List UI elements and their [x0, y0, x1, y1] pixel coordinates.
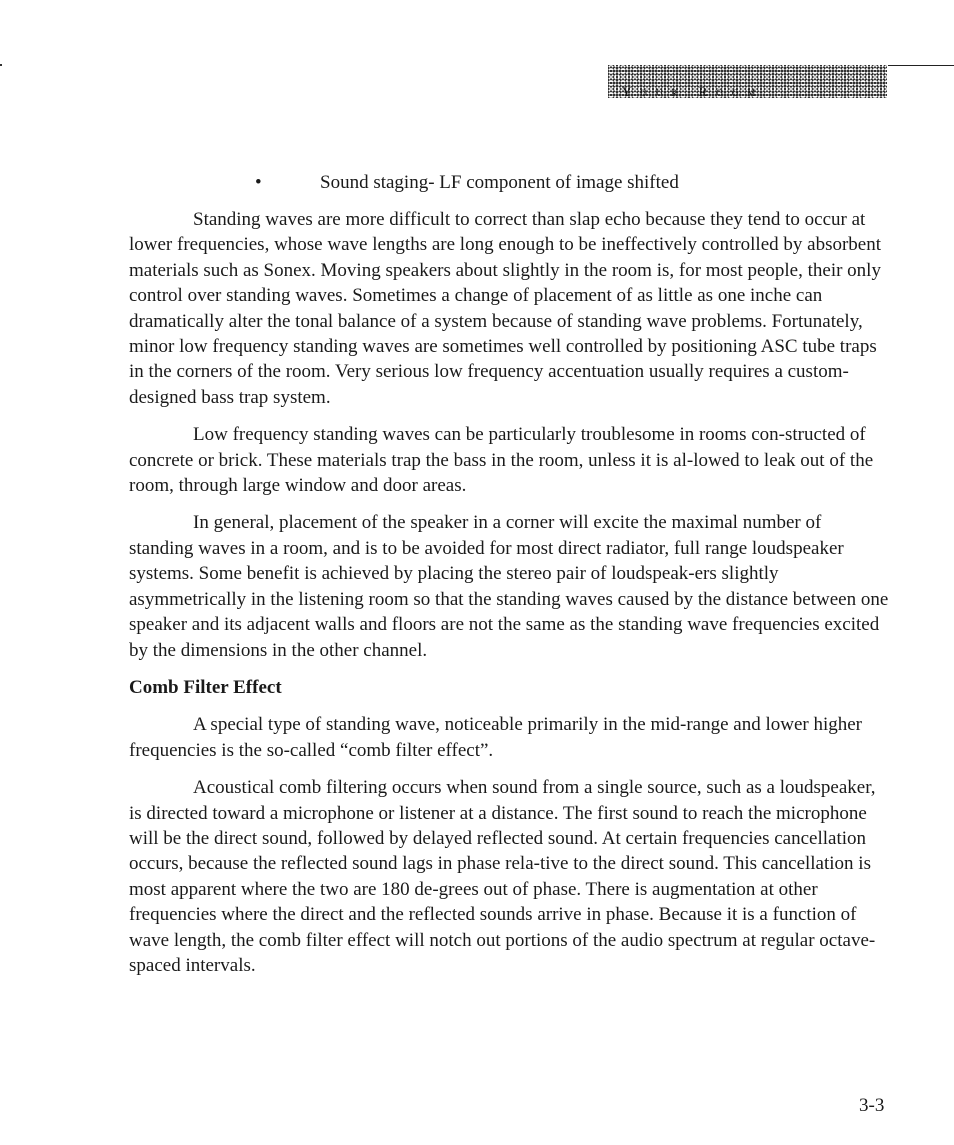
paragraph-speaker-placement: In general, placement of the speaker in a corner will excite the maximal number of standing waves in a room, and is to be avoided for most direct radiator, full range loudspeaker systems. Some benefit is achieved by placing the stereo pair of loudspeak-ers slightly asymmetrically in the listening room so that the standing waves caused by the distance between one speaker and its adjacent walls and floors are not the same as the standing wave frequencies excited by the dimensions in the other channel. — [129, 512, 889, 661]
page-body — [129, 170, 889, 990]
bullet-item — [129, 170, 889, 195]
paragraph-concrete-rooms: Low frequency standing waves can be particularly troublesome in rooms con-structed of concrete or brick. These materials trap the bass in the room, unless it is al-lowed to leak out of the room, through large window and door areas. — [129, 424, 874, 497]
corner-mark — [0, 64, 2, 66]
section-heading: Comb Filter Effect — [129, 676, 282, 698]
bullet-icon: • — [255, 172, 262, 193]
paragraph-comb-intro: A special type of standing wave, noticeable primarily in the mid-range and lower higher frequencies is the so-called “comb filter effect”. — [129, 714, 863, 761]
running-header-title: Your Room — [622, 84, 765, 99]
page-number: 3-3 — [859, 1095, 885, 1116]
header-rule — [888, 65, 954, 66]
bullet-text: Sound staging- LF component of image shifted — [320, 172, 679, 193]
paragraph-standing-waves: Standing waves are more difficult to correct than slap echo because they tend to occur at lower frequencies, whose wave lengths are long enough to be ineffectively controlled by absorbent materials such as Sonex. Moving speakers about slightly in the room is, for most people, their only control over standing waves. Sometimes a change of placement of as little as one inche can dramatically alter the tonal balance of a system because of standing wave problems. Fortunately, minor low frequency standing waves are sometimes well controlled by positioning ASC tube traps in the corners of the room. Very serious low frequency accentuation usually requires a custom-designed bass trap system. — [129, 209, 882, 408]
paragraph-comb-detail: Acoustical comb filtering occurs when sound from a single source, such as a loudspeaker, is directed toward a microphone or listener at a distance. The first sound to reach the microphone will be the direct sound, followed by delayed reflected sound. At certain frequencies cancellation occurs, because the reflected sound lags in phase rela-tive to the direct sound. This cancellation is most apparent where the two are 180 de-grees out of phase. There is augmentation at other frequencies where the direct and the reflected sounds arrive in phase. Because it is a function of wave length, the comb filter effect will notch out portions of the audio spectrum at regular octave-spaced intervals. — [129, 777, 876, 976]
